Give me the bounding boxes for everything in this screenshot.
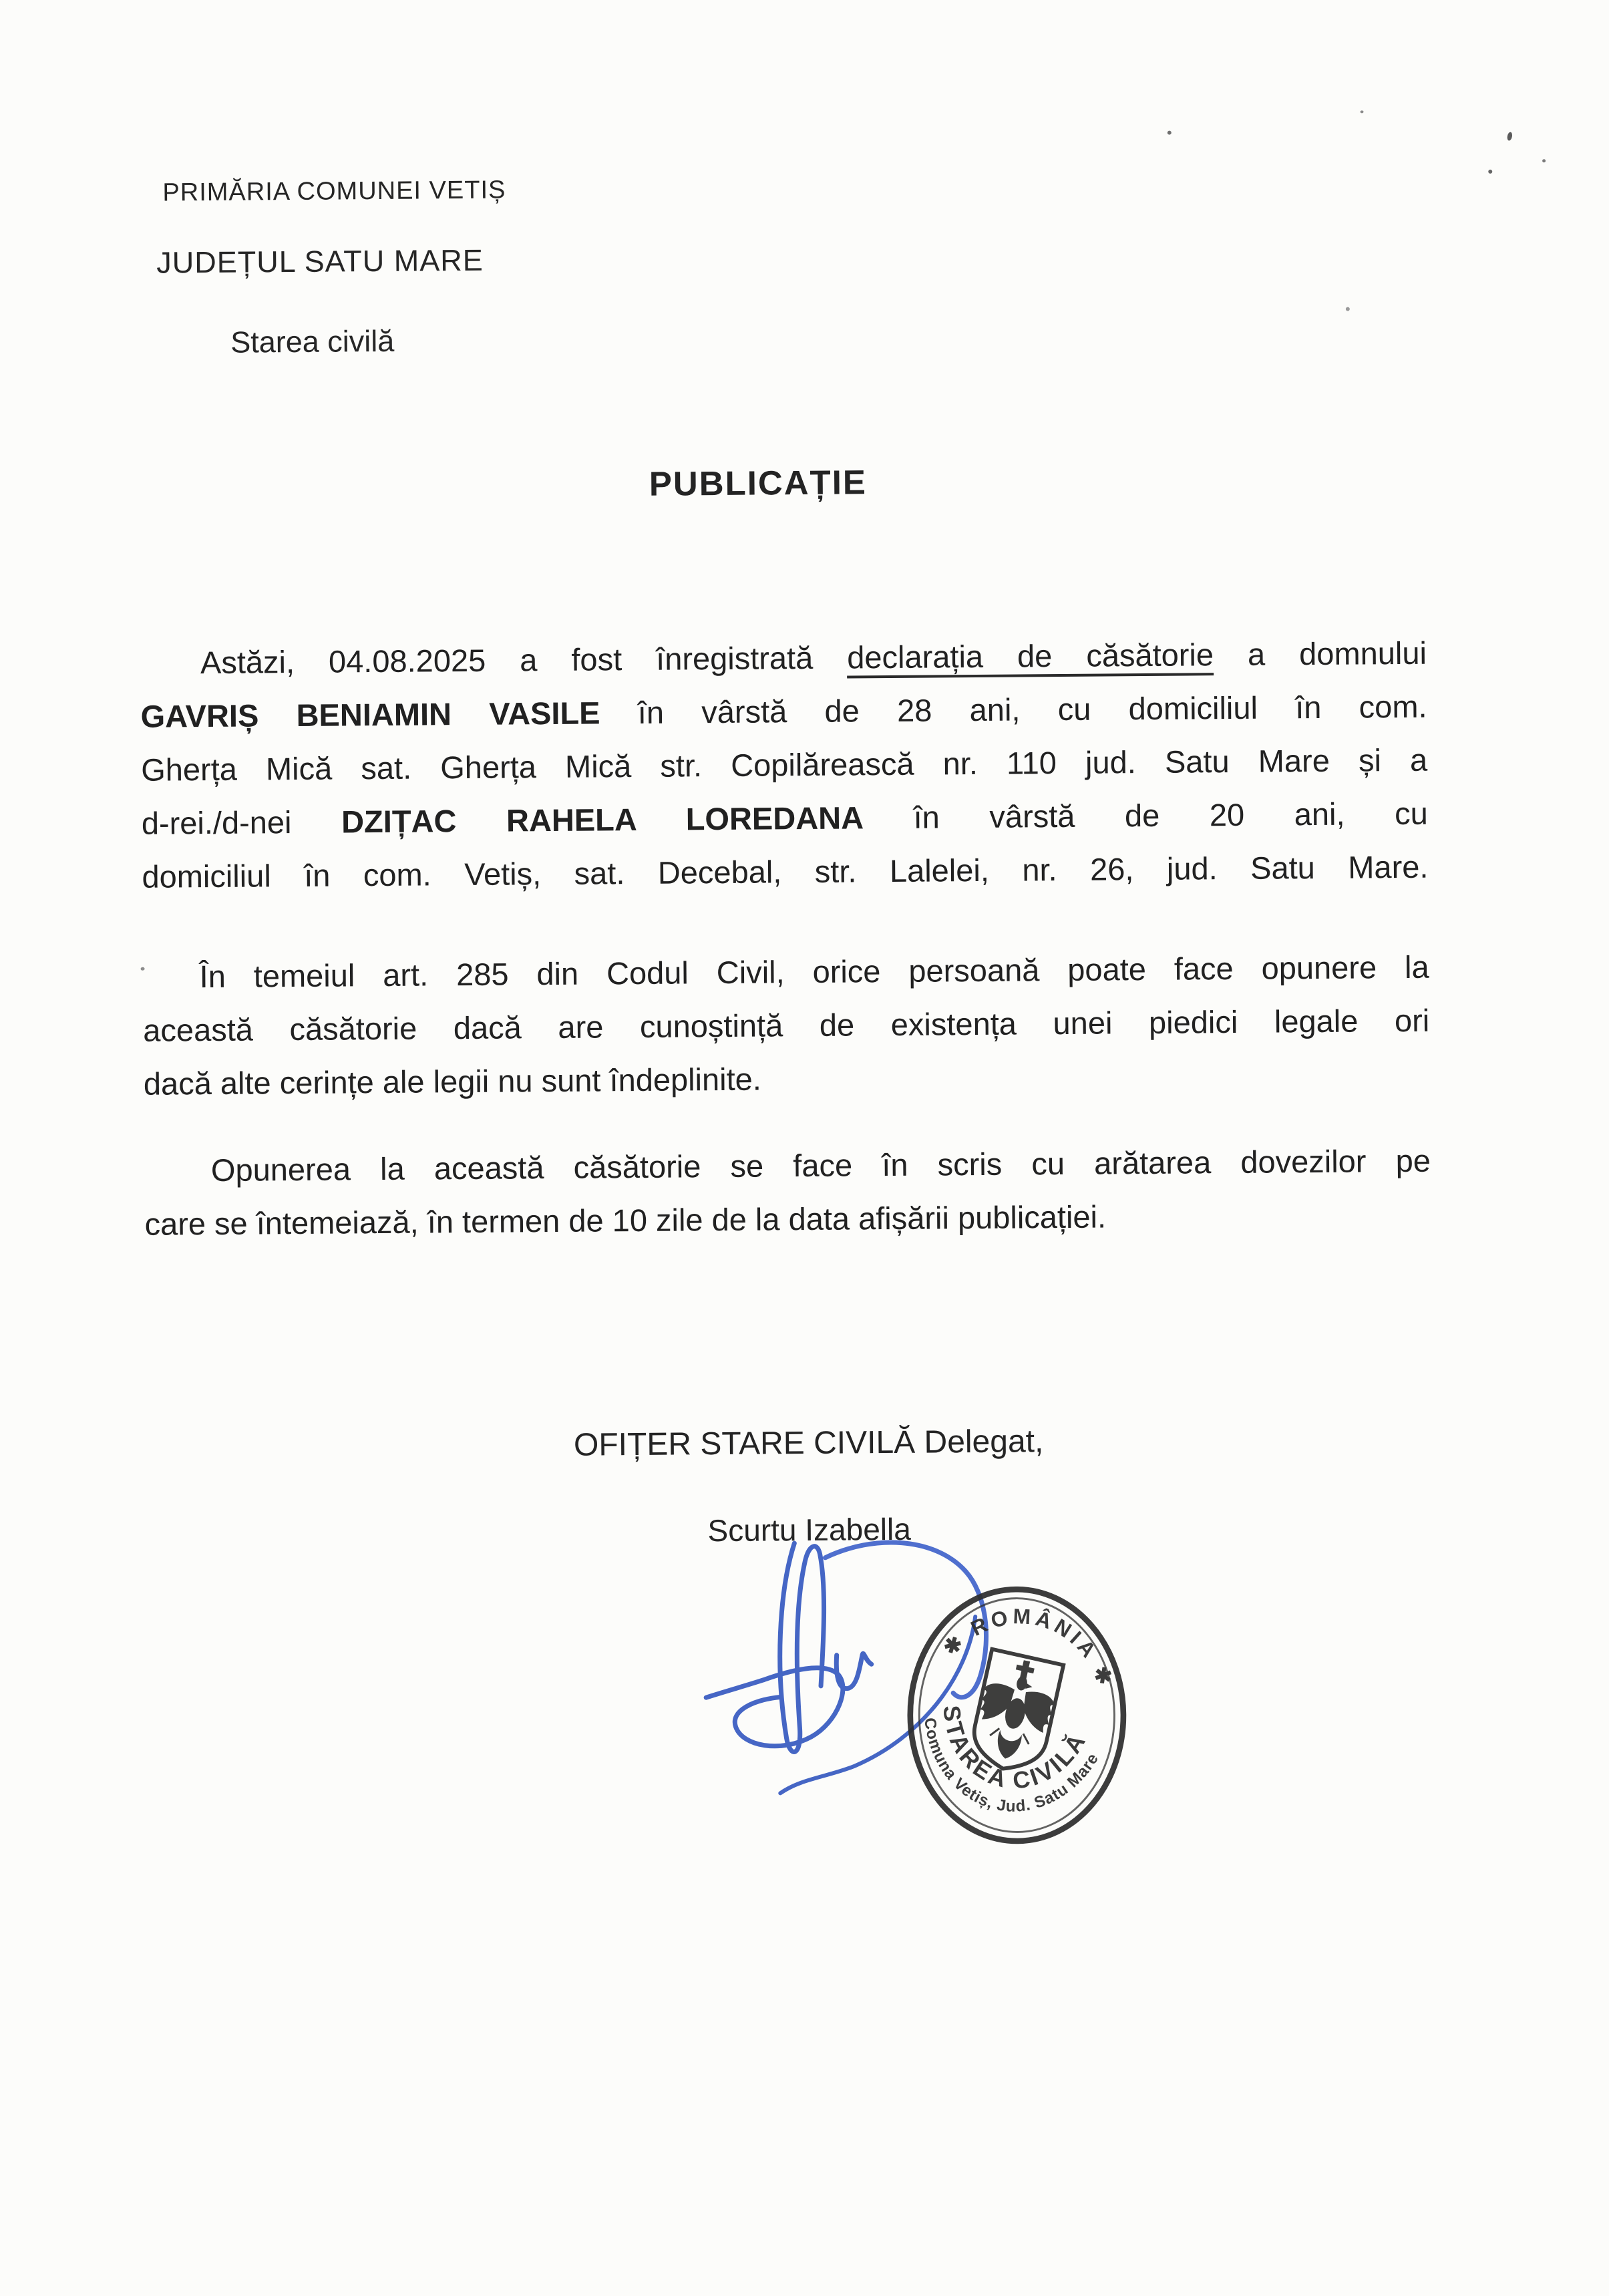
paragraph-line: [140, 627, 1427, 690]
paragraph-line: Gherța Mică sat. Gherța Mică str. Copilărească nr. 110 jud. Satu Mare și a: [141, 742, 1428, 788]
officer-name: Scurtu Izabella: [707, 1511, 912, 1548]
text-segment: în vârstă de 20 ani, cu: [863, 795, 1429, 836]
scan-speck: [1488, 170, 1492, 174]
signature-stroke: [779, 1543, 825, 1752]
paragraph-line: În temeiul art. 285 din Codul Civil, orice persoană poate face opunere la: [199, 949, 1429, 995]
scan-speck: [1542, 159, 1546, 162]
groom-name: GAVRIȘ BENIAMIN VASILE: [140, 695, 600, 734]
official-round-stamp: [900, 1579, 1133, 1851]
paragraph-line: [140, 680, 1427, 744]
paragraph-line: [142, 787, 1429, 850]
document-title: PUBLICAȚIE: [649, 463, 868, 503]
paragraph-line: această căsătorie dacă are cunoștință de existența unei piedici legale ori: [143, 1002, 1430, 1048]
paragraph-line: dacă alte cerințe ale legii nu sunt îndeplinite.: [143, 1061, 762, 1102]
text-segment: a domnului: [1213, 635, 1427, 673]
eagle-claw: [1021, 1734, 1031, 1744]
signature-stroke: [836, 1653, 872, 1689]
bride-name: DZIȚAC RAHELA LOREDANA: [341, 800, 864, 840]
eagle-claw: [990, 1727, 999, 1738]
eagle-cross: [1015, 1659, 1036, 1680]
stamp-commune-text: Comuna Vetiș, Jud. Satu Mare: [920, 1716, 1103, 1816]
paragraph-line: domiciliul în com. Vetiș, sat. Decebal, str. Lalelei, nr. 26, jud. Satu Mare.: [142, 848, 1429, 894]
eagle-beak: [1025, 1683, 1033, 1691]
scan-speck: [1507, 132, 1513, 141]
text-segment: în vârstă de 28 ani, cu domiciliul în com.: [600, 688, 1427, 731]
eagle-head: [1015, 1675, 1029, 1691]
paragraph-line: care se întemeiază, în termen de 10 zile de la data afișării publicației.: [144, 1198, 1107, 1242]
text-segment: d-rei./d-nei: [141, 804, 342, 841]
scan-speck: [1346, 307, 1350, 311]
issuing-authority: PRIMĂRIA COMUNEI VETIȘ: [162, 176, 506, 207]
paragraph-opposition: [144, 1134, 1431, 1251]
stamp-country-text: ✱ ROMÂNIA ✱: [938, 1604, 1119, 1692]
paragraph-legal-basis: [142, 941, 1430, 1111]
county-name: JUDEȚUL SATU MARE: [156, 242, 484, 280]
stamp-civil-status-text: STAREA CIVILĂ: [938, 1704, 1092, 1794]
civil-status-office: Starea civilă: [230, 323, 395, 359]
scan-speck: [141, 967, 145, 971]
scan-speck: [1168, 131, 1172, 135]
eagle-tail: [994, 1730, 1023, 1761]
paragraph-registration: [140, 627, 1429, 904]
underlined-phrase: declarația de căsătorie: [847, 637, 1214, 678]
text-segment: Astăzi, 04.08.2025 a fost înregistrată: [200, 639, 848, 681]
paragraph-line: Opunerea la această căsătorie se face în scris cu arătarea dovezilor pe: [210, 1142, 1431, 1188]
officer-title: OFIȚER STARE CIVILĂ Delegat,: [573, 1424, 1044, 1463]
scan-speck: [1361, 110, 1364, 113]
